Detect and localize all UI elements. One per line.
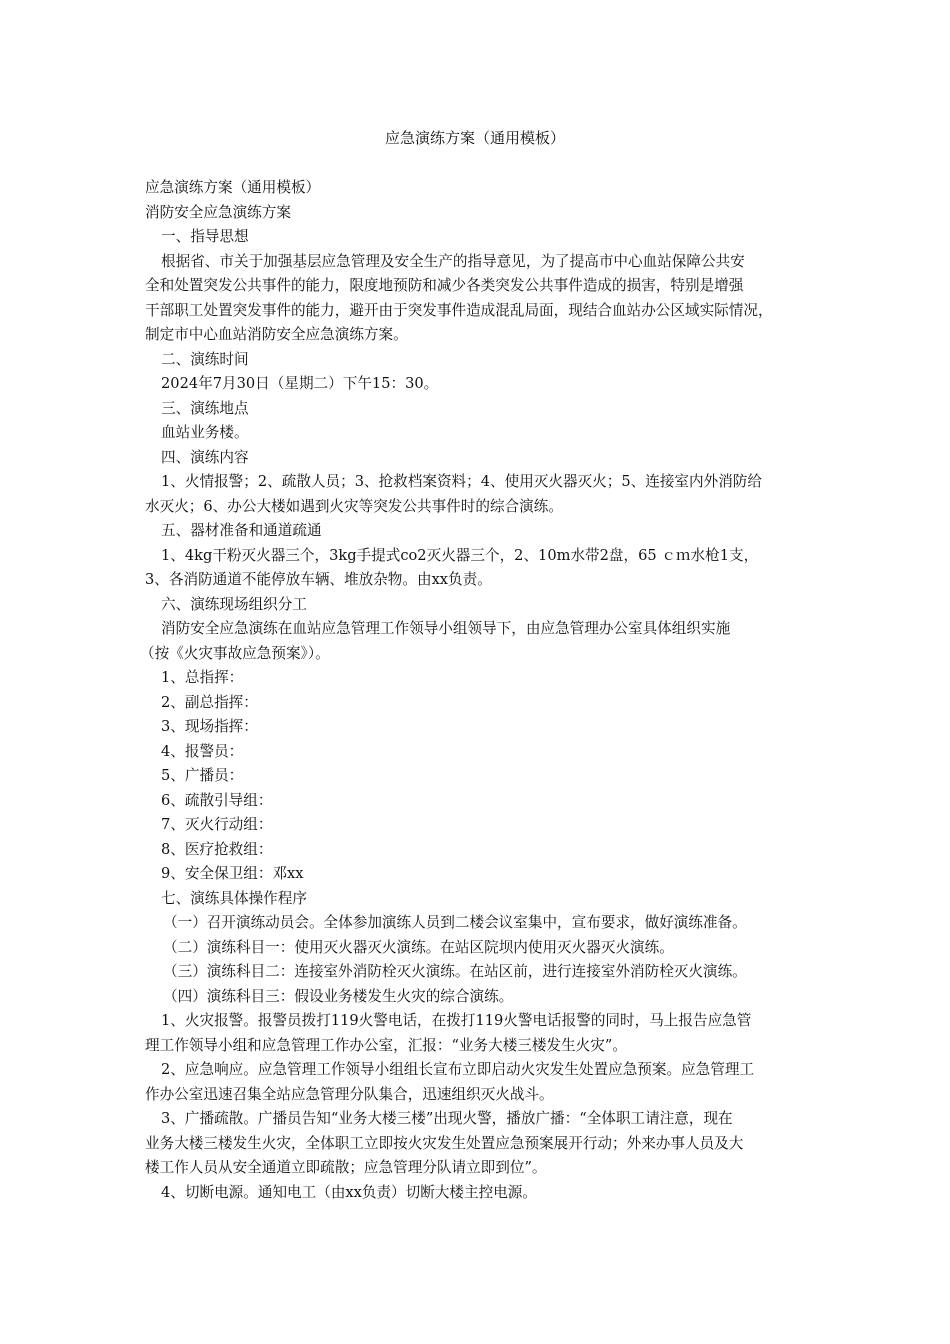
paragraph-line: 业务大楼三楼发生火灾，全体职工立即按火灾发生处置应急预案展开行动；外来办事人员及大	[145, 1134, 744, 1152]
paragraph-line: 7、灭火行动组：	[161, 816, 273, 833]
paragraph-line: 3、广播疏散。广播员告知“业务大楼三楼”出现火警，播放广播：“全体职工请注意，现在	[161, 1110, 733, 1127]
paragraph-line: 消防安全应急演练方案	[145, 203, 291, 221]
paragraph-line: （四）演练科目三：假设业务楼发生火灾的综合演练。	[163, 987, 514, 1005]
paragraph-line: 根据省、市关于加强基层应急管理及安全生产的指导意见，为了提高市中心血站保障公共安	[161, 252, 745, 270]
paragraph-line: 1、4kg干粉灭火器三个，3kg手提式co2灭火器三个，2、10m水带2盘，65 ｃｍ水枪1支，	[161, 546, 759, 564]
paragraph-line: 1、总指挥：	[161, 669, 244, 686]
paragraph-line: （按《火灾事故应急预案》）。	[140, 644, 330, 662]
paragraph-line: （三）演练科目二：连接室外消防栓灭火演练。在站区前，进行连接室外消防栓灭火演练。	[163, 963, 747, 980]
paragraph-line: 2024年7月30日（星期二）下午15：30。	[161, 375, 439, 392]
paragraph-line: 理工作领导小组和应急管理工作办公室，汇报：“业务大楼三楼发生火灾”。	[145, 1036, 627, 1054]
paragraph-line: 1、火灾报警。报警员拨打119火警电话，在拨打119火警电话报警的同时，马上报告应急管	[161, 1012, 752, 1029]
paragraph-line: 2、副总指挥：	[161, 693, 258, 711]
paragraph-line: 8、医疗抢救组：	[161, 840, 273, 858]
paragraph-line: 干部职工处置突发事件的能力，避开由于突发事件造成混乱局面，现结合血站办公区域实际情况，	[145, 301, 773, 319]
paragraph-line: 3、各消防通道不能停放车辆、堆放杂物。由xx负责。	[145, 571, 492, 588]
paragraph-line: 6、疏散引导组：	[161, 791, 273, 809]
paragraph-line: 血站业务楼。	[161, 424, 249, 441]
document-body	[140, 176, 825, 1205]
paragraph-line: 制定市中心血站消防安全应急演练方案。	[145, 326, 408, 343]
paragraph-line: 四、演练内容	[161, 448, 249, 466]
paragraph-line: 1、火情报警；2、疏散人员；3、抢救档案资料；4、使用灭火器灭火；5、连接室内外消防给	[161, 473, 762, 490]
paragraph-line: 七、演练具体操作程序	[161, 889, 307, 907]
document-title: 应急演练方案（通用模板）	[384, 129, 565, 147]
paragraph-line: 作办公室迅速召集全站应急管理分队集合，迅速组织灭火战斗。	[145, 1085, 554, 1103]
paragraph-line: 3、现场指挥：	[161, 718, 258, 735]
paragraph-line: （二）演练科目一：使用灭火器灭火演练。在站区院坝内使用灭火器灭火演练。	[163, 938, 674, 956]
paragraph-line: 9、安全保卫组：邓xx	[161, 865, 304, 882]
paragraph-line: 应急演练方案（通用模板）	[145, 179, 321, 196]
paragraph-line: 六、演练现场组织分工	[161, 595, 307, 613]
paragraph-line: 楼工作人员从安全通道立即疏散；应急管理分队请立即到位”。	[145, 1159, 547, 1176]
paragraph-line: 二、演练时间	[161, 350, 249, 368]
paragraph-line: 5、广播员：	[161, 767, 244, 784]
paragraph-line: 全和处置突发公共事件的能力，限度地预防和减少各类突发公共事件造成的损害，特别是增强	[145, 277, 744, 294]
paragraph-line: 一、指导思想	[161, 228, 249, 245]
paragraph-line: 4、切断电源。通知电工（由xx负责）切断大楼主控电源。	[161, 1183, 537, 1201]
paragraph-line: （一）召开演练动员会。全体参加演练人员到二楼会议室集中，宣布要求，做好演练准备。	[163, 914, 747, 931]
paragraph-line: 4、报警员：	[161, 742, 244, 760]
paragraph-line: 2、应急响应。应急管理工作领导小组组长宣布立即启动火灾发生处置应急预案。应急管理工	[161, 1061, 755, 1078]
paragraph-line: 三、演练地点	[161, 399, 249, 417]
paragraph-line: 五、器材准备和通道疏通	[161, 522, 322, 539]
paragraph-line: 水灭火；6、办公大楼如遇到火灾等突发公共事件时的综合演练。	[145, 497, 563, 515]
paragraph-line: 消防安全应急演练在血站应急管理工作领导小组领导下，由应急管理办公室具体组织实施	[161, 620, 731, 637]
